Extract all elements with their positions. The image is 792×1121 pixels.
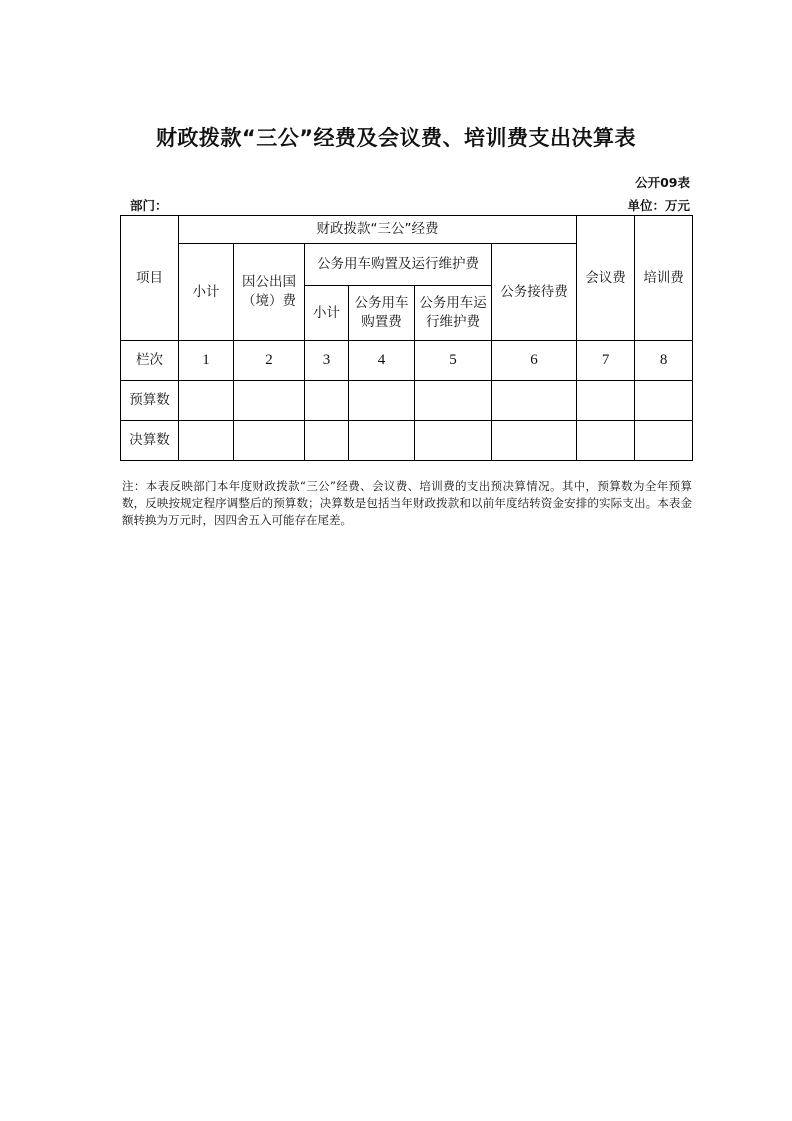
table-cell (179, 421, 234, 461)
column-number: 8 (635, 341, 693, 381)
department-label: 部门： (130, 198, 168, 213)
header-three-public: 财政拨款“三公”经费 (179, 216, 577, 244)
header-item: 项目 (121, 216, 179, 341)
header-overseas: 因公出国（境）费 (234, 244, 305, 341)
table-cell (305, 421, 349, 461)
table-cell (492, 381, 577, 421)
header-vehicle: 公务用车购置及运行维护费 (305, 244, 492, 286)
column-number: 3 (305, 341, 349, 381)
table-note: 注：本表反映部门本年度财政拨款“三公”经费、会议费、培训费的支出预决算情况。其中，预算数为全年预算数，反映按规定程序调整后的预算数；决算数是包括当年财政拨款和以前年度结转资金安排的实际支出。本表金额转换为万元时，因四舍五入可能存在尾差。 (122, 479, 692, 527)
header-training: 培训费 (635, 216, 693, 341)
table-cell (635, 381, 693, 421)
header-subtotal: 小计 (179, 244, 234, 341)
table-cell (492, 421, 577, 461)
table-cell (577, 421, 635, 461)
form-number: 公开09表 (635, 175, 690, 190)
table-cell (349, 421, 415, 461)
column-number: 1 (179, 341, 234, 381)
header-reception: 公务接待费 (492, 244, 577, 341)
table-cell (179, 381, 234, 421)
table-cell (234, 421, 305, 461)
column-number: 6 (492, 341, 577, 381)
unit-label: 单位：万元 (627, 198, 690, 213)
page-title: 财政拨款“三公”经费及会议费、培训费支出决算表 (155, 126, 637, 150)
table-cell (415, 421, 492, 461)
column-number: 4 (349, 341, 415, 381)
column-row-label: 栏次 (121, 341, 179, 381)
table-cell (635, 421, 693, 461)
expenditure-table (120, 215, 693, 461)
table-cell (577, 381, 635, 421)
column-number: 7 (577, 341, 635, 381)
row-label-budget: 预算数 (121, 381, 179, 421)
column-number: 5 (415, 341, 492, 381)
header-meeting: 会议费 (577, 216, 635, 341)
header-vehicle-subtotal: 小计 (305, 286, 349, 341)
header-vehicle-purchase: 公务用车购置费 (349, 286, 415, 341)
table-cell (349, 381, 415, 421)
table-row-budget (121, 381, 693, 421)
table-row-final (121, 421, 693, 461)
table-cell (415, 381, 492, 421)
column-number: 2 (234, 341, 305, 381)
table-cell (234, 381, 305, 421)
header-vehicle-operation: 公务用车运行维护费 (415, 286, 492, 341)
row-label-final: 决算数 (121, 421, 179, 461)
table-cell (305, 381, 349, 421)
